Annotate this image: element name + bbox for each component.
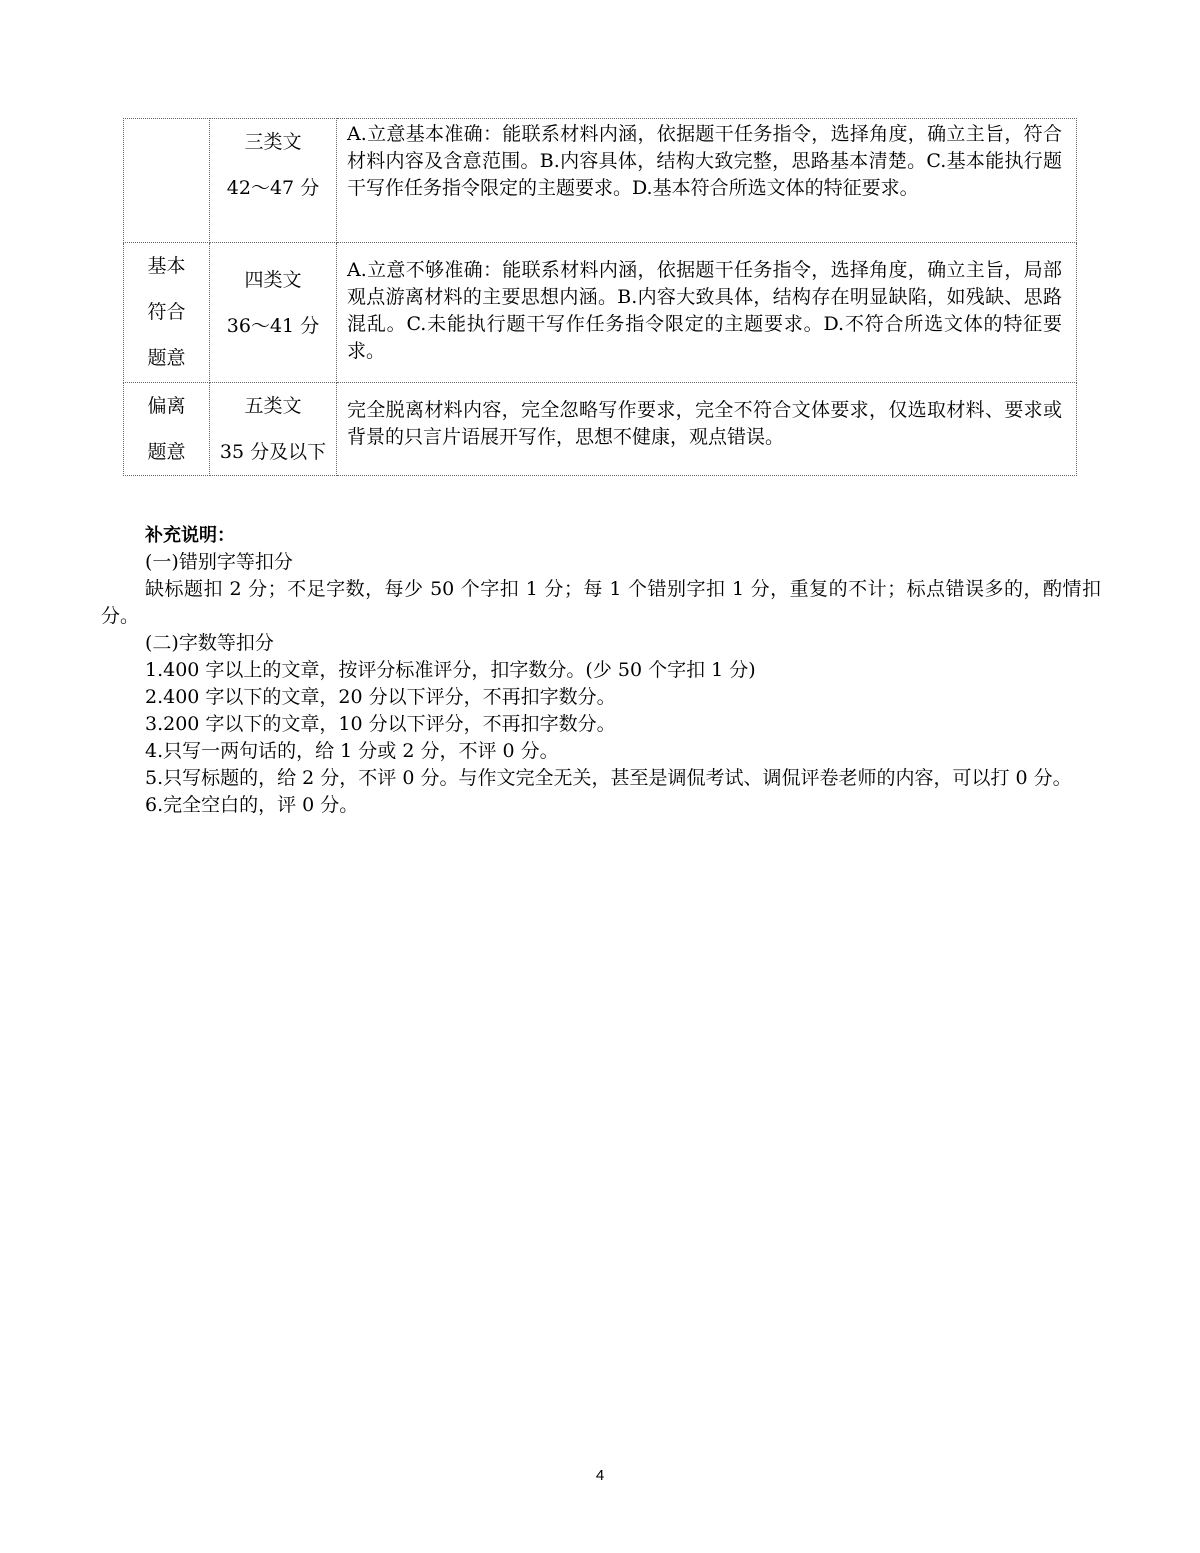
table-row (124, 119, 1077, 243)
grade-cell (210, 383, 337, 476)
category-line: 符合 (147, 301, 186, 323)
criteria-cell (337, 119, 1077, 243)
scoring-rubric-table (123, 118, 1077, 476)
criteria-cell (337, 383, 1077, 476)
category-cell (124, 119, 210, 243)
grade-cell (210, 243, 337, 383)
note-line: (二)字数等扣分 (145, 632, 274, 654)
category-cell (124, 383, 210, 476)
category-line: 基本 (147, 255, 186, 277)
category-line: 偏离 (147, 395, 186, 417)
grade-name: 五类文 (244, 395, 302, 417)
table-row (124, 243, 1077, 383)
notes-heading: 补充说明： (145, 525, 235, 546)
note-line: 2.400 字以下的文章，20 分以下评分，不再扣字数分。 (145, 686, 616, 708)
criteria-text: 完全脱离材料内容，完全忽略写作要求，完全不符合文体要求，仅选取材料、要求或背景的只言片语展开写作，思想不健康，观点错误。 (347, 399, 1062, 448)
grade-cell (210, 119, 337, 243)
criteria-text: A.立意基本准确：能联系材料内涵，依据题干任务指令，选择角度，确立主旨，符合材料内容及含意范围。B.内容具体，结构大致完整，思路基本清楚。C.基本能执行题干写作任务指令限定的主题要求。D.基本符合所选文体的特征要求。 (347, 123, 1062, 199)
note-line: 5.只写标题的，给 2 分，不评 0 分。与作文完全无关，甚至是调侃考试、调侃评卷老师的内容，可以打 0 分。 (145, 767, 1072, 789)
note-line: 4.只写一两句话的，给 1 分或 2 分，不评 0 分。 (145, 740, 559, 762)
grade-score: 35 分及以下 (219, 441, 327, 463)
grade-name: 三类文 (244, 131, 302, 153)
grade-name: 四类文 (244, 269, 302, 291)
note-line: 6.完全空白的，评 0 分。 (145, 794, 359, 816)
grade-score: 36～41 分 (226, 315, 320, 337)
page-number: 4 (595, 1467, 605, 1484)
grade-score: 42～47 分 (226, 177, 320, 199)
category-line: 题意 (147, 347, 186, 369)
criteria-cell (337, 243, 1077, 383)
criteria-text: A.立意不够准确：能联系材料内涵，依据题干任务指令，选择角度，确立主旨，局部观点游离材料的主要思想内涵。B.内容大致具体，结构存在明显缺陷，如残缺、思路混乱。C.未能执行题干写作任务指令限定的主题要求。D.不符合所选文体的特征要求。 (347, 259, 1062, 362)
category-cell (124, 243, 210, 383)
supplementary-notes (101, 522, 1101, 819)
note-line: 1.400 字以上的文章，按评分标准评分，扣字数分。(少 50 个字扣 1 分) (145, 659, 756, 681)
note-line: 3.200 字以下的文章，10 分以下评分，不再扣字数分。 (145, 713, 616, 735)
note-line: 缺标题扣 2 分；不足字数，每少 50 个字扣 1 分；每 1 个错别字扣 1 分，重复的不计；标点错误多的，酌情扣分。 (101, 578, 1101, 627)
note-line: (一)错别字等扣分 (145, 551, 293, 573)
table-row (124, 383, 1077, 476)
category-line: 题意 (147, 441, 186, 463)
